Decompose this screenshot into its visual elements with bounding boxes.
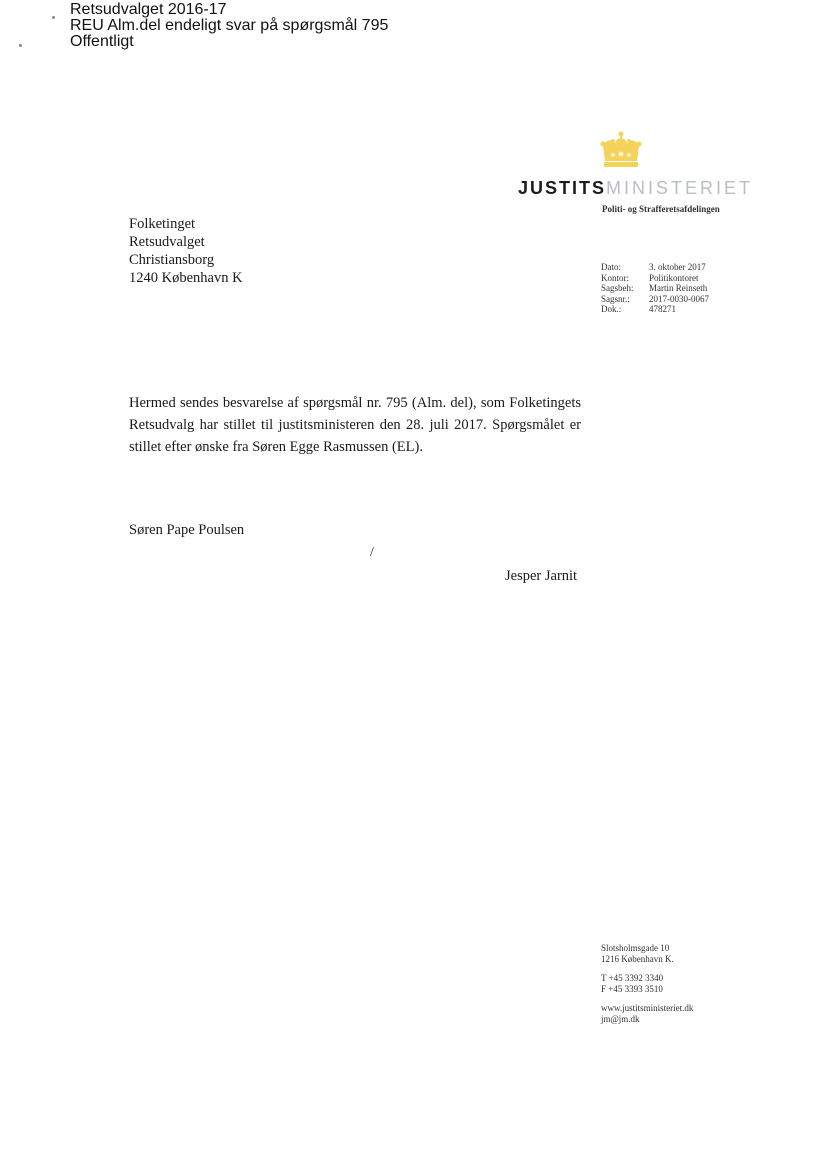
logo-justits: JUSTITS: [518, 178, 607, 198]
meta-row: [601, 304, 709, 315]
meta-value: 3. oktober 2017: [649, 262, 706, 272]
ministry-logo: [518, 178, 753, 199]
meta-value: 478271: [649, 304, 676, 314]
footer-city: 1216 København K.: [601, 954, 674, 964]
footer-website-link[interactable]: www.justitsministeriet.dk: [601, 1003, 694, 1013]
scan-speck: [52, 16, 55, 19]
stamp-committee: Retsudvalget 2016-17: [70, 1, 227, 18]
stamp-public: Offentligt: [70, 33, 134, 50]
meta-row: [601, 273, 709, 284]
meta-label: Dok.:: [601, 304, 622, 314]
meta-label: Sagsbeh:: [601, 283, 634, 293]
meta-value: 2017-0030-0067: [649, 293, 709, 304]
footer-phone: T +45 3392 3340: [601, 973, 664, 983]
scan-speck: [19, 44, 22, 47]
case-metadata: [601, 262, 709, 315]
footer-street: Slotsholmsgade 10: [601, 943, 670, 953]
meta-row: [601, 294, 709, 305]
ministry-contact: [601, 943, 693, 1025]
footer-fax: F +45 3393 3510: [601, 984, 663, 994]
footer-email-link[interactable]: jm@jm.dk: [601, 1014, 640, 1024]
signature-minister: Søren Pape Poulsen: [129, 522, 245, 538]
signature-separator: /: [370, 545, 374, 560]
recipient-line: Retsudvalget: [129, 234, 205, 250]
meta-value: Politikontoret: [649, 272, 699, 283]
document-stamp: [70, 1, 389, 50]
meta-value: Martin Reinseth: [649, 283, 708, 293]
logo-ministeriet: MINISTERIET: [606, 178, 754, 198]
meta-row: [601, 283, 709, 294]
letter-body: Hermed sendes besvarelse af spørgsmål nr. 795 (Alm. del), som Folketingets Retsudvalg har stillet til justitsministeren den 28. juli 2017. Spørgsmålet er stillet efter ønske fra Søren Egge Rasmussen (EL).: [129, 395, 581, 455]
signature-official: Jesper Jarnit: [505, 568, 578, 584]
recipient-line: Christiansborg: [129, 252, 215, 268]
crown-icon: [597, 131, 645, 171]
recipient-line: Folketinget: [129, 216, 196, 232]
recipient-address: [129, 215, 243, 287]
recipient-line: 1240 København K: [129, 270, 243, 286]
meta-row: [601, 262, 709, 273]
stamp-title: REU Alm.del endeligt svar på spørgsmål 795: [70, 17, 389, 34]
meta-label: Dato:: [601, 262, 621, 272]
meta-label: Kontor:: [601, 272, 629, 283]
department-name: Politi- og Strafferetsafdelingen: [602, 204, 720, 214]
meta-label: Sagsnr.:: [601, 293, 630, 304]
